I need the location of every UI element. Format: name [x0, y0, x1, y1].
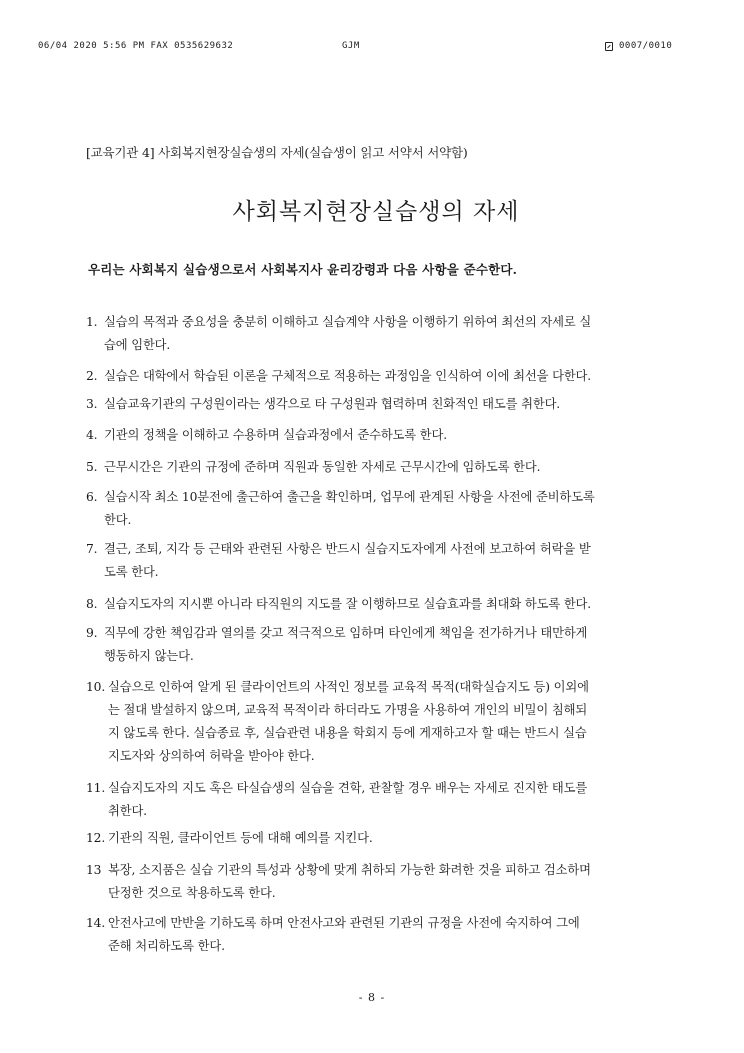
rule-text — [104, 456, 654, 479]
rule-line: 준해 처리하도록 한다. — [108, 939, 225, 953]
fax-header-sender: GJM — [342, 41, 360, 51]
rule-line: 실습지도자의 지시뿐 아니라 타직원의 지도를 잘 이행하므로 실습효과를 최대화 하도록 한다. — [104, 597, 592, 611]
fax-page-icon — [605, 42, 613, 51]
rule-line: 실습교육기관의 구성원이라는 생각으로 타 구성원과 협력하며 친화적인 태도를 취한다. — [104, 397, 561, 411]
rule-line: 행동하지 않는다. — [104, 649, 194, 663]
pledge-statement: 우리는 사회복지 실습생으로서 사회복지사 윤리강령과 다음 사항을 준수한다. — [88, 262, 518, 277]
rule-line: 지 않도록 한다. 실습종료 후, 실습관련 내용을 학회지 등에 게재하고자 할 때는 반드시 실습 — [108, 726, 587, 740]
rule-line: 취한다. — [108, 804, 147, 818]
rule-text — [104, 593, 654, 616]
rule-line: 결근, 조퇴, 지각 등 근태와 관련된 사항은 반드시 실습지도자에게 사전에 보고하여 허락을 받 — [104, 542, 591, 556]
rule-number: 4. — [86, 428, 98, 442]
page-title: 사회복지현장실습생의 자세 — [232, 199, 520, 225]
rule-number: 10. — [86, 680, 106, 694]
rule-text — [108, 859, 654, 905]
fax-page-counter-group — [605, 41, 672, 51]
rule-text — [104, 393, 654, 416]
rule-number: 2. — [86, 369, 98, 383]
rule-text — [104, 365, 654, 388]
fax-header-info: 06/04 2020 5:56 PM FAX 0535629632 — [38, 41, 234, 51]
rule-number: 7. — [86, 542, 98, 556]
rule-text — [104, 622, 654, 668]
rule-line: 실습으로 인하여 알게 된 클라이언트의 사적인 정보를 교육적 목적(대학실습지도 등) 이외에 — [108, 680, 589, 694]
rule-line: 실습지도자의 지도 혹은 타실습생의 실습을 견학, 관찰할 경우 배우는 자세로 진지한 태도를 — [108, 781, 588, 795]
rule-number: 3. — [86, 397, 98, 411]
rule-number: 9. — [86, 626, 98, 640]
rule-text — [104, 311, 654, 357]
rule-line: 도록 한다. — [104, 565, 159, 579]
rule-text — [108, 777, 654, 823]
rule-line: 실습은 대학에서 학습된 이론을 구체적으로 적용하는 과정임을 인식하여 이에 최선을 다한다. — [104, 369, 592, 383]
rule-number: 12. — [86, 831, 106, 845]
rule-number: 1. — [86, 315, 98, 329]
page-number: - 8 - — [358, 991, 386, 1004]
rule-line: 한다. — [104, 513, 132, 527]
rule-line: 습에 임한다. — [104, 338, 171, 352]
fax-header — [0, 41, 744, 55]
rule-line: 복장, 소지품은 실습 기관의 특성과 상황에 맞게 취하되 가능한 화려한 것을 피하고 검소하며 — [108, 863, 591, 877]
rule-text — [108, 912, 654, 958]
rule-line: 안전사고에 만반을 기하도록 하며 안전사고와 관련된 기관의 규정을 사전에 숙지하여 그에 — [108, 916, 580, 930]
rule-line: 지도자와 상의하여 허락을 받아야 한다. — [108, 749, 315, 763]
rule-line: 기관의 직원, 클라이언트 등에 대해 예의를 지킨다. — [108, 831, 373, 845]
fax-page-counter: 0007/0010 — [619, 41, 673, 51]
rule-line: 실습시작 최소 10분전에 출근하여 출근을 확인하며, 업무에 관계된 사항을 사전에 준비하도록 — [104, 490, 595, 504]
rule-number: 5. — [86, 460, 98, 474]
rule-number: 14. — [86, 916, 106, 930]
rule-line: 는 절대 발설하지 않으며, 교육적 목적이라 하더라도 가명을 사용하여 개인의 비밀이 침해되 — [108, 703, 588, 717]
rule-number: 8. — [86, 597, 98, 611]
rule-line: 단정한 것으로 착용하도록 한다. — [108, 886, 276, 900]
rule-number: 6. — [86, 490, 98, 504]
rule-text — [108, 676, 654, 768]
rule-text — [104, 486, 654, 532]
rule-text — [108, 827, 654, 850]
rule-line: 실습의 목적과 중요성을 충분히 이해하고 실습계약 사항을 이행하기 위하여 최선의 자세로 실 — [104, 315, 592, 329]
rule-text — [104, 424, 654, 447]
rule-line: 근무시간은 기관의 규정에 준하며 직원과 동일한 자세로 근무시간에 임하도록 한다. — [104, 460, 541, 474]
rule-line: 직무에 강한 책임감과 열의를 갖고 적극적으로 임하며 타인에게 책임을 전가하거나 태만하게 — [104, 626, 588, 640]
rule-number: 11. — [86, 781, 106, 795]
rule-text — [104, 538, 654, 584]
document-label: [교육기관 4] 사회복지현장실습생의 자세(실습생이 읽고 서약서 서약함) — [86, 145, 468, 160]
rule-line: 기관의 정책을 이해하고 수용하며 실습과정에서 준수하도록 한다. — [104, 428, 447, 442]
rule-number: 13 — [86, 863, 102, 877]
